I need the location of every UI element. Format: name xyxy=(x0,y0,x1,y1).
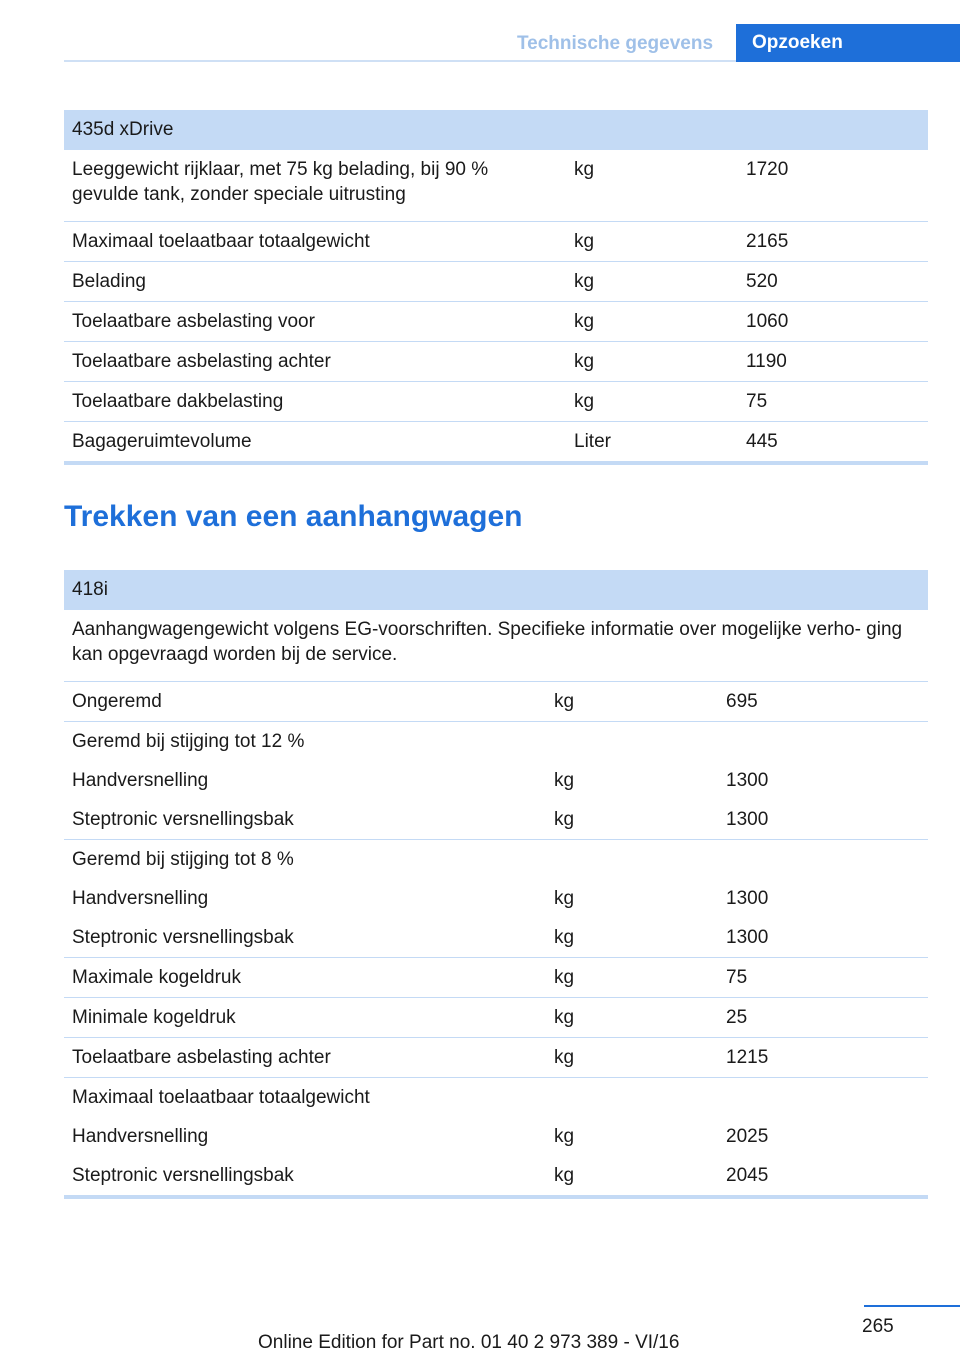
row-unit: kg xyxy=(566,302,738,342)
row-label: Steptronic versnellingsbak xyxy=(64,918,546,958)
row-label: Handversnelling xyxy=(72,887,209,909)
row-unit: kg xyxy=(566,382,738,422)
row-value: 520 xyxy=(738,262,928,302)
row-value: 1300 xyxy=(726,887,769,909)
row-unit xyxy=(546,840,718,880)
row-unit: kg xyxy=(546,998,718,1038)
row-unit: kg xyxy=(546,918,718,958)
row-value: 695 xyxy=(718,682,928,722)
row-value: 1060 xyxy=(738,302,928,342)
row-value: 1300 xyxy=(718,918,928,958)
edition-note: Online Edition for Part no. 01 40 2 973 389 - VI/16 xyxy=(258,1332,680,1353)
row-unit: kg xyxy=(554,769,575,791)
table-row xyxy=(64,342,928,382)
table-row xyxy=(64,879,928,918)
active-tab[interactable]: Opzoeken xyxy=(736,24,960,62)
table-heading: 418i xyxy=(64,570,928,610)
table-row xyxy=(64,1078,928,1118)
row-unit xyxy=(546,722,718,762)
row-label: Toelaatbare asbelasting achter xyxy=(64,342,566,382)
table-row xyxy=(64,761,928,800)
row-value: 1190 xyxy=(738,342,928,382)
row-value: 25 xyxy=(718,998,928,1038)
row-unit: Liter xyxy=(574,430,611,452)
row-value: 1300 xyxy=(718,800,928,840)
row-value xyxy=(718,840,928,880)
section-tab[interactable]: Technische gegevens xyxy=(516,33,714,54)
row-value: 75 xyxy=(738,382,928,422)
row-unit: kg xyxy=(546,682,718,722)
row-label: Toelaatbare dakbelasting xyxy=(64,382,566,422)
page-number: 265 xyxy=(862,1316,894,1337)
table-row xyxy=(64,150,928,222)
row-label: Handversnelling xyxy=(72,1125,209,1147)
row-label: Geremd bij stijging tot 12 % xyxy=(72,730,305,752)
table-row xyxy=(64,1038,928,1078)
row-label: Bagageruimtevolume xyxy=(72,430,252,452)
row-unit: kg xyxy=(554,1125,575,1147)
row-unit: kg xyxy=(566,262,738,302)
table-row xyxy=(64,222,928,262)
row-unit: kg xyxy=(554,1164,575,1186)
table-row xyxy=(64,262,928,302)
table-heading-row xyxy=(64,110,928,150)
row-label: Geremd bij stijging tot 8 % xyxy=(72,848,294,870)
table-row xyxy=(64,958,928,998)
table-intro: Aanhangwagengewicht volgens EG-voorschriften. Specifieke informatie over mogelijke verho- ging kan opgevraagd worden bij de service. xyxy=(64,610,928,682)
table-row xyxy=(64,998,928,1038)
table-row xyxy=(64,1117,928,1156)
row-value: 75 xyxy=(718,958,928,998)
row-label: Belading xyxy=(64,262,566,302)
row-label: Steptronic versnellingsbak xyxy=(72,1164,294,1186)
table-row xyxy=(64,918,928,958)
section-title: Trekken van een aanhangwagen xyxy=(64,500,523,533)
table-end-rule xyxy=(64,461,928,465)
table-heading-row xyxy=(64,570,928,610)
row-value: 2165 xyxy=(738,222,928,262)
row-value: 2045 xyxy=(726,1164,769,1186)
row-label: Minimale kogeldruk xyxy=(64,998,546,1038)
row-unit: kg xyxy=(566,150,738,222)
row-label: Steptronic versnellingsbak xyxy=(64,800,546,840)
row-value: 1720 xyxy=(738,150,928,222)
table-row xyxy=(64,840,928,880)
row-unit: kg xyxy=(554,887,575,909)
row-label: Maximale kogeldruk xyxy=(64,958,546,998)
row-label: Toelaatbare asbelasting voor xyxy=(64,302,566,342)
row-label: Handversnelling xyxy=(72,769,209,791)
table-intro-row xyxy=(64,610,928,682)
row-value xyxy=(718,722,928,762)
row-unit: kg xyxy=(546,1038,718,1078)
row-value: 2025 xyxy=(726,1125,769,1147)
row-label: Ongeremd xyxy=(64,682,546,722)
table-row xyxy=(64,422,928,462)
row-value: 445 xyxy=(746,430,778,452)
table-row xyxy=(64,800,928,840)
table-row xyxy=(64,722,928,762)
row-label: Toelaatbare asbelasting achter xyxy=(64,1038,546,1078)
spec-table-418i xyxy=(64,570,928,1199)
row-label: Maximaal toelaatbaar totaalgewicht xyxy=(72,1086,370,1108)
row-unit: kg xyxy=(566,222,738,262)
row-value xyxy=(718,1078,928,1118)
table-row xyxy=(64,302,928,342)
table-row xyxy=(64,382,928,422)
row-value: 1300 xyxy=(726,769,769,791)
row-unit: kg xyxy=(566,342,738,382)
spec-table-435d xyxy=(64,110,928,465)
row-unit: kg xyxy=(546,958,718,998)
row-label: Maximaal toelaatbaar totaalgewicht xyxy=(64,222,566,262)
row-unit xyxy=(546,1078,718,1118)
table-heading: 435d xDrive xyxy=(64,110,928,150)
footer-rule xyxy=(864,1305,960,1307)
table-end-rule xyxy=(64,1195,928,1199)
row-value: 1215 xyxy=(718,1038,928,1078)
table-row xyxy=(64,682,928,722)
row-unit: kg xyxy=(546,800,718,840)
table-row xyxy=(64,1156,928,1195)
row-label: Leeggewicht rijklaar, met 75 kg belading, bij 90 % gevulde tank, zonder speciale uitrusting xyxy=(64,150,566,222)
